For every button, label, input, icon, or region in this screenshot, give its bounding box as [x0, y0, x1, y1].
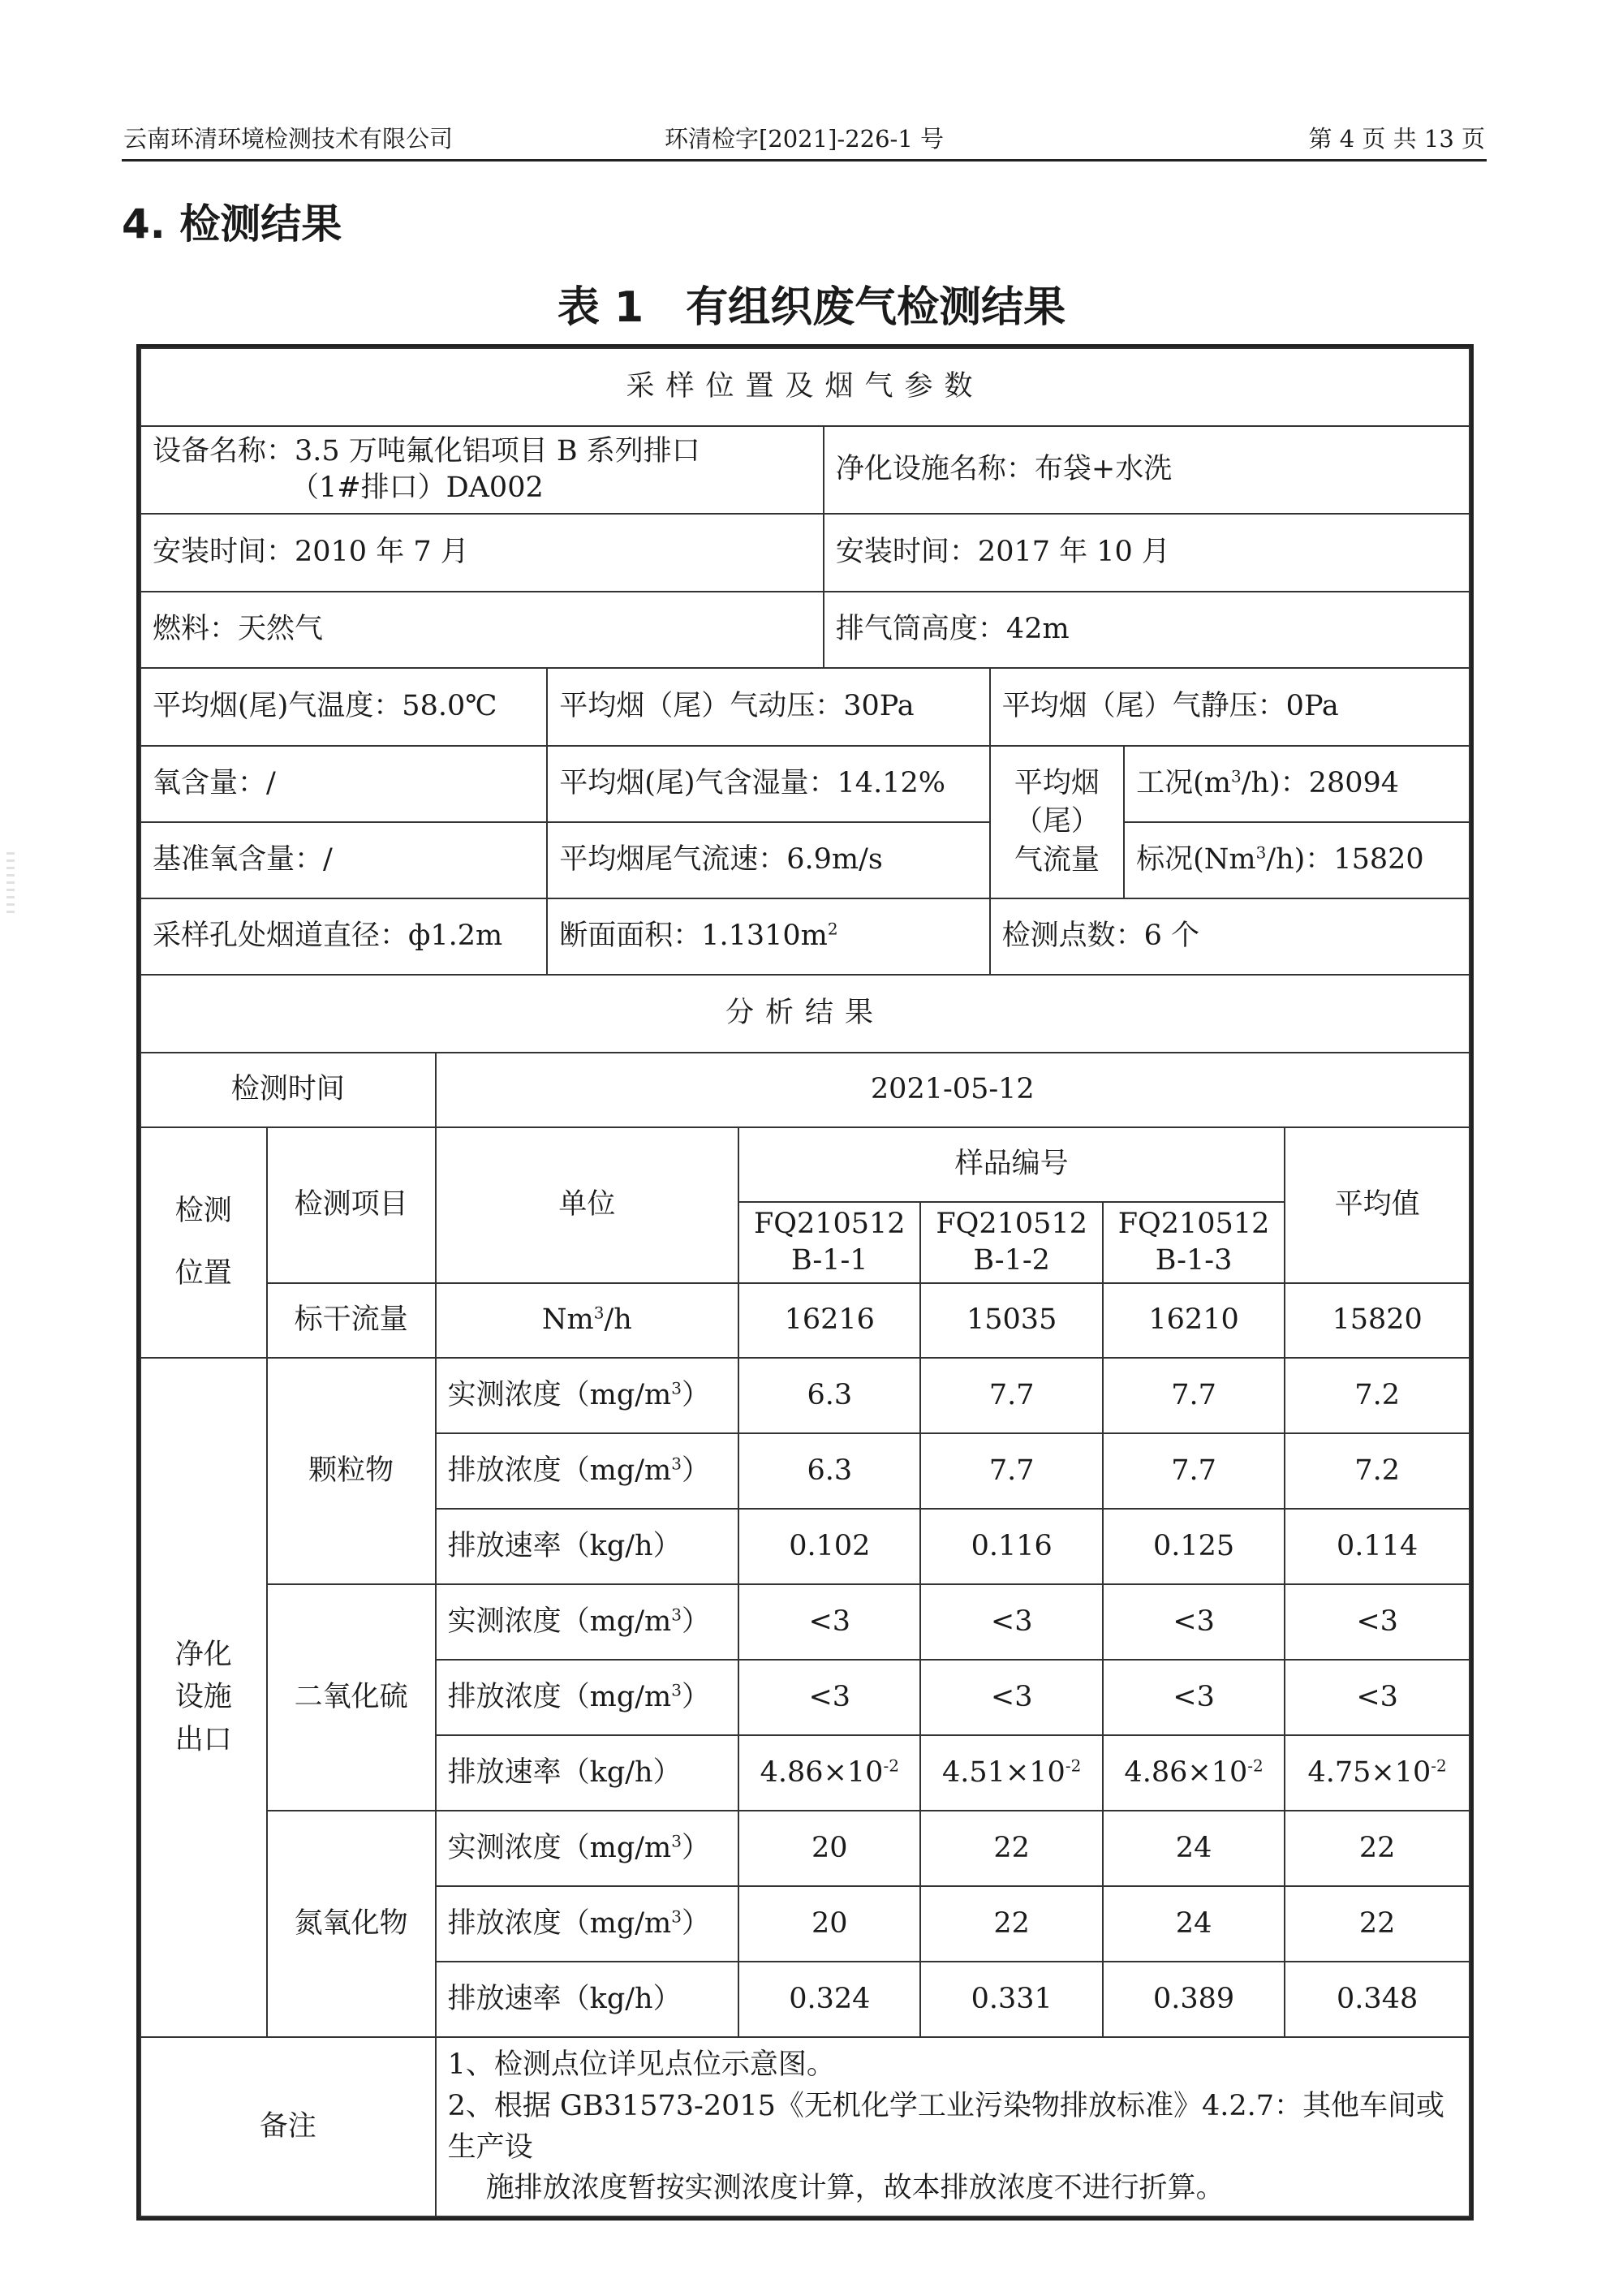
value-cell: 0.389	[1103, 1962, 1285, 2037]
table-row	[140, 1584, 1470, 1660]
detection-time-label: 检测时间	[140, 1053, 436, 1127]
table-title: 表 1 有组织废气检测结果	[557, 283, 1066, 332]
item-label: 检测项目	[267, 1127, 436, 1283]
value-cell: 22	[920, 1811, 1102, 1886]
dynamic-pressure: 平均烟（尾）气动压：30Pa	[547, 668, 989, 746]
measured-conc-label: 实测浓度$(mg/m^3)$	[436, 1358, 738, 1433]
value-cell: 7.7	[920, 1433, 1102, 1509]
avg-temperature: 平均烟(尾)气温度：58.0℃	[140, 668, 547, 746]
value-cell: 24	[1103, 1811, 1285, 1886]
note-2: 2、根据 GB31573-2015《无机化学工业污染物排放标准》4.2.7：其他车间或生产设	[447, 2089, 1444, 2164]
average-cell: <3	[1285, 1660, 1470, 1735]
value-cell: 24	[1103, 1886, 1285, 1962]
value-cell: <3	[738, 1660, 920, 1735]
value-cell: 6.3	[738, 1433, 920, 1509]
moisture-content: 平均烟(尾)气含湿量：14.12%	[547, 746, 989, 822]
purifier-name: 净化设施名称：布袋+水洗	[824, 426, 1470, 514]
std-flow-unit: Nm$^3$/h	[436, 1283, 738, 1358]
average-cell: $4.75\times 10^{-2}$	[1285, 1735, 1470, 1811]
value-cell: 7.7	[1103, 1433, 1285, 1509]
section-area: 断面面积：$1.1310m^2$	[547, 898, 989, 975]
unit-label: 单位	[436, 1127, 738, 1283]
average-cell: 22	[1285, 1886, 1470, 1962]
value-cell: 20	[738, 1811, 920, 1886]
static-pressure: 平均烟（尾）气静压：0Pa	[990, 668, 1470, 746]
notes-label: 备注	[140, 2037, 436, 2216]
value-cell: 0.116	[920, 1509, 1102, 1584]
emission-conc-label: 排放浓度$(mg/m^3)$	[436, 1433, 738, 1509]
std-flow-average: 15820	[1285, 1283, 1470, 1358]
install-time-right: 安装时间：2017 年 10 月	[824, 514, 1470, 592]
value-cell: 6.3	[738, 1358, 920, 1433]
device-name: 设备名称：3.5 万吨氟化铝项目 B 系列排口 （1#排口）DA002	[140, 426, 824, 514]
sample-no-label: 样品编号	[738, 1127, 1285, 1202]
install-time-left: 安装时间：2010 年 7 月	[140, 514, 824, 592]
location-label: 检测 位置	[140, 1127, 267, 1358]
average-cell: <3	[1285, 1584, 1470, 1660]
value-cell: <3	[738, 1584, 920, 1660]
working-flow: 工况$(m^3/h)$：28094	[1124, 746, 1470, 822]
flue-diameter: 采样孔处烟道直径：ф1.2m	[140, 898, 547, 975]
value-cell: 0.331	[920, 1962, 1102, 2037]
average-cell: 0.114	[1285, 1509, 1470, 1584]
value-cell: 7.7	[920, 1358, 1102, 1433]
pollutant-name: 二氧化硫	[267, 1584, 436, 1811]
oxygen-content: 氧含量：/	[140, 746, 547, 822]
company-name: 云南环清环境检测技术有限公司	[123, 125, 454, 153]
params-table-2	[140, 667, 1470, 976]
params-heading: 采样位置及烟气参数	[140, 348, 1470, 426]
measured-conc-label: 实测浓度$(mg/m^3)$	[436, 1811, 738, 1886]
sample-id-3: FQ210512 B-1-3	[1103, 1202, 1285, 1283]
emission-rate-label: 排放速率（kg/h）	[436, 1509, 738, 1584]
page-number: 第 4 页 共 13 页	[1308, 125, 1485, 153]
std-flow-value: 16216	[738, 1283, 920, 1358]
sample-id-2: FQ210512 B-1-2	[920, 1202, 1102, 1283]
location-purifier-outlet: 净化 设施 出口	[140, 1358, 267, 2037]
emission-conc-label: 排放浓度$(mg/m^3)$	[436, 1886, 738, 1962]
notes-content	[436, 2037, 1470, 2216]
page-header	[122, 122, 1487, 162]
average-cell: 7.2	[1285, 1358, 1470, 1433]
emission-rate-label: 排放速率（kg/h）	[436, 1735, 738, 1811]
note-3: 施排放浓度暂按实测浓度计算，故本排放浓度不进行折算。	[485, 2172, 1225, 2205]
average-cell: 22	[1285, 1811, 1470, 1886]
value-cell: 0.324	[738, 1962, 920, 2037]
analysis-heading: 分析结果	[140, 975, 1470, 1053]
flow-label: 平均烟 （尾） 气流量	[990, 746, 1124, 898]
analysis-table	[140, 974, 1470, 2217]
value-cell: $4.51\times 10^{-2}$	[920, 1735, 1102, 1811]
value-cell: <3	[920, 1584, 1102, 1660]
reference-oxygen: 基准氧含量：/	[140, 822, 547, 898]
value-cell: $4.86\times 10^{-2}$	[738, 1735, 920, 1811]
value-cell: <3	[1103, 1584, 1285, 1660]
section-title: 4. 检测结果	[122, 200, 342, 248]
average-cell: 7.2	[1285, 1433, 1470, 1509]
detection-date: 2021-05-12	[436, 1053, 1470, 1127]
standard-flow: 标况(Nm$^3$/h)：15820	[1124, 822, 1470, 898]
params-table	[140, 347, 1470, 669]
measured-conc-label: 实测浓度$(mg/m^3)$	[436, 1584, 738, 1660]
table-row	[140, 1358, 1470, 1433]
report-number: 环清检字[2021]-226-1 号	[664, 125, 945, 153]
value-cell: 20	[738, 1886, 920, 1962]
results-table	[136, 344, 1474, 2221]
average-cell: 0.348	[1285, 1962, 1470, 2037]
flow-velocity: 平均烟尾气流速：6.9m/s	[547, 822, 989, 898]
pollutant-name: 颗粒物	[267, 1358, 436, 1584]
table-row	[140, 1811, 1470, 1886]
emission-rate-label: 排放速率（kg/h）	[436, 1962, 738, 2037]
value-cell: <3	[920, 1660, 1102, 1735]
sample-id-1: FQ210512 B-1-1	[738, 1202, 920, 1283]
std-flow-label: 标干流量	[267, 1283, 436, 1358]
value-cell: <3	[1103, 1660, 1285, 1735]
notes-row	[140, 2037, 1470, 2216]
scan-mark	[6, 852, 15, 917]
value-cell: 7.7	[1103, 1358, 1285, 1433]
average-label: 平均值	[1285, 1127, 1470, 1283]
fuel: 燃料：天然气	[140, 592, 824, 668]
emission-conc-label: 排放浓度$(mg/m^3)$	[436, 1660, 738, 1735]
std-flow-value: 15035	[920, 1283, 1102, 1358]
stack-height: 排气筒高度：42m	[824, 592, 1470, 668]
value-cell: $4.86\times 10^{-2}$	[1103, 1735, 1285, 1811]
note-1: 1、检测点位详见点位示意图。	[447, 2048, 835, 2081]
value-cell: 0.125	[1103, 1509, 1285, 1584]
value-cell: 22	[920, 1886, 1102, 1962]
std-flow-value: 16210	[1103, 1283, 1285, 1358]
value-cell: 0.102	[738, 1509, 920, 1584]
pollutant-name: 氮氧化物	[267, 1811, 436, 2037]
sample-points: 检测点数：6 个	[990, 898, 1470, 975]
